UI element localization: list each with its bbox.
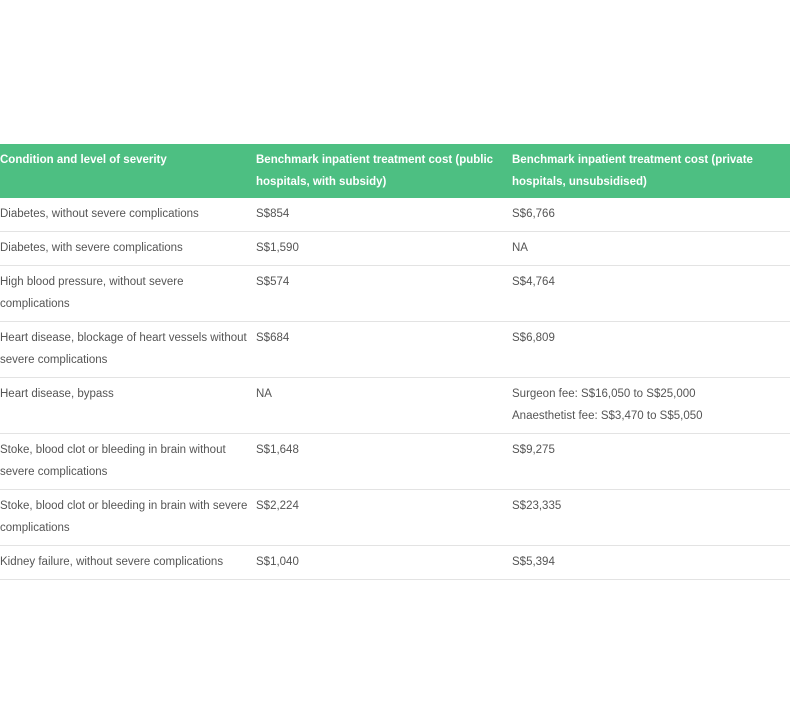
condition-cell: Diabetes, with severe complications — [0, 232, 256, 266]
treatment-cost-table — [0, 144, 790, 580]
cost-table-container — [0, 144, 753, 580]
condition-cell: Heart disease, bypass — [0, 378, 256, 434]
condition-cell: Kidney failure, without severe complications — [0, 546, 256, 580]
private-cost-cell — [512, 378, 790, 434]
public-cost-cell: S$2,224 — [256, 490, 512, 546]
table-header — [0, 144, 790, 198]
table-row — [0, 546, 790, 580]
public-cost-cell: S$574 — [256, 266, 512, 322]
public-cost-cell: S$1,040 — [256, 546, 512, 580]
public-cost-cell: S$684 — [256, 322, 512, 378]
table-row — [0, 378, 790, 434]
table-row — [0, 198, 790, 232]
private-cost-line: Anaesthetist fee: S$3,470 to S$5,050 — [512, 410, 703, 422]
private-cost-line: S$5,394 — [512, 556, 555, 568]
private-cost-line: S$9,275 — [512, 444, 555, 456]
condition-cell: Stoke, blood clot or bleeding in brain without severe complications — [0, 434, 256, 490]
private-cost-line: S$6,766 — [512, 208, 555, 220]
public-cost-cell: S$1,590 — [256, 232, 512, 266]
condition-cell: Diabetes, without severe complications — [0, 198, 256, 232]
header-private-cost: Benchmark inpatient treatment cost (private hospitals, unsubsidised) — [512, 144, 790, 198]
header-public-cost: Benchmark inpatient treatment cost (public hospitals, with subsidy) — [256, 144, 512, 198]
table-row — [0, 322, 790, 378]
public-cost-cell: S$1,648 — [256, 434, 512, 490]
public-cost-cell: S$854 — [256, 198, 512, 232]
table-row — [0, 232, 790, 266]
table-row — [0, 266, 790, 322]
condition-cell: Heart disease, blockage of heart vessels without severe complications — [0, 322, 256, 378]
table-body — [0, 198, 790, 580]
private-cost-cell — [512, 232, 790, 266]
condition-cell: High blood pressure, without severe complications — [0, 266, 256, 322]
private-cost-line: S$6,809 — [512, 332, 555, 344]
private-cost-cell — [512, 266, 790, 322]
public-cost-cell: NA — [256, 378, 512, 434]
private-cost-cell — [512, 434, 790, 490]
private-cost-line: S$23,335 — [512, 500, 562, 512]
header-row — [0, 144, 790, 198]
table-row — [0, 490, 790, 546]
private-cost-line: S$4,764 — [512, 276, 555, 288]
private-cost-cell — [512, 490, 790, 546]
private-cost-cell — [512, 198, 790, 232]
header-condition: Condition and level of severity — [0, 144, 256, 198]
private-cost-cell — [512, 546, 790, 580]
table-row — [0, 434, 790, 490]
private-cost-line: NA — [512, 242, 528, 254]
condition-cell: Stoke, blood clot or bleeding in brain with severe complications — [0, 490, 256, 546]
private-cost-cell — [512, 322, 790, 378]
private-cost-line: Surgeon fee: S$16,050 to S$25,000 — [512, 388, 696, 400]
